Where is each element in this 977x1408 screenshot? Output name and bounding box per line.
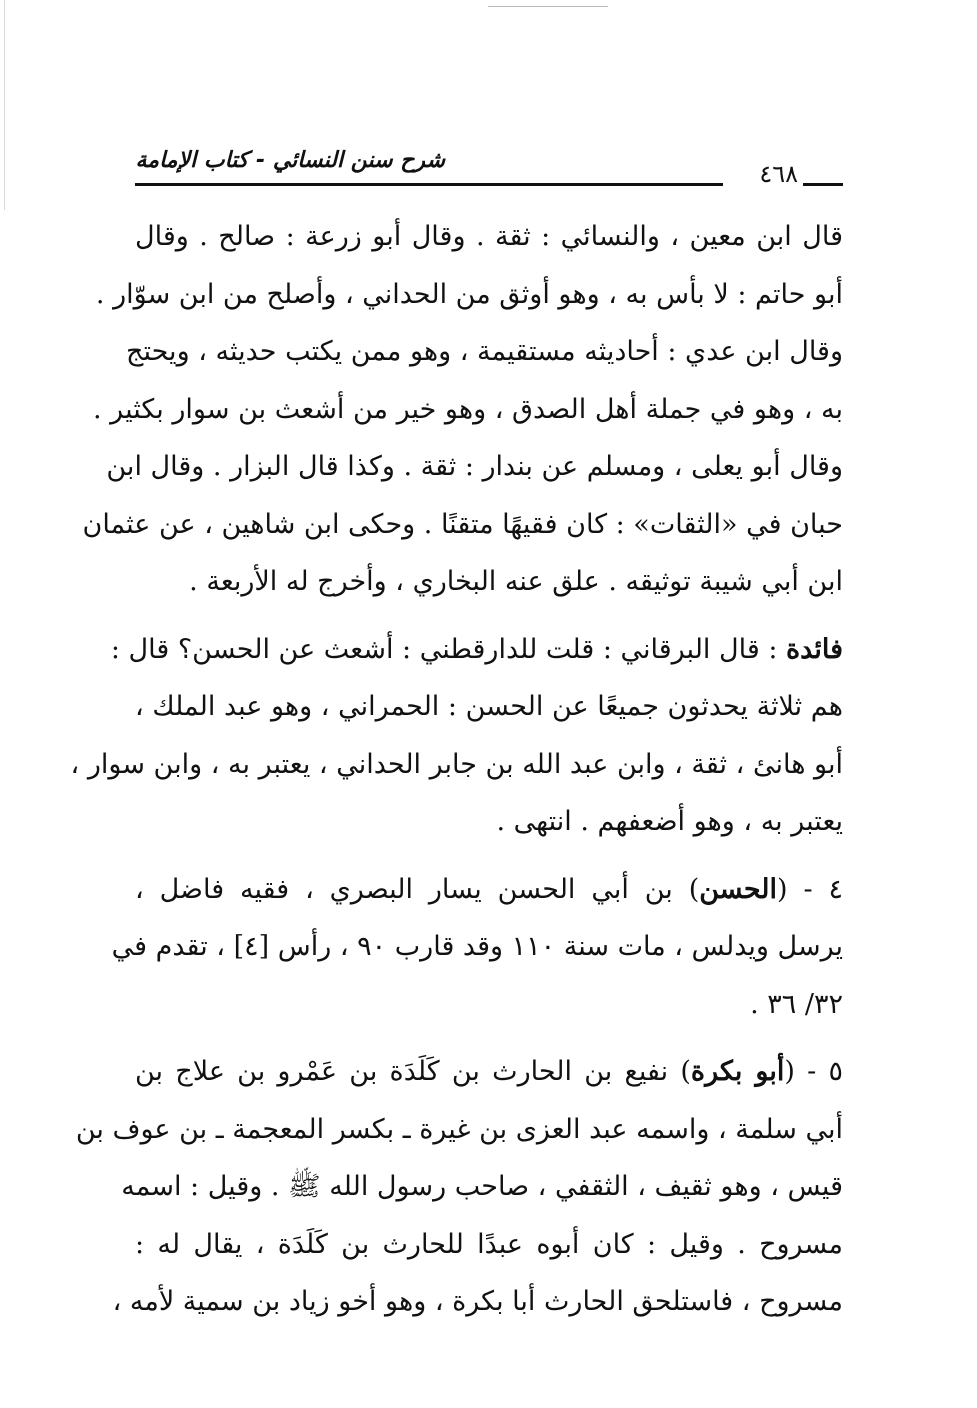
text-line: مسروح . وقيل : كان أبوه عبدًا للحارث بن كَلَدَة ، يقال له : xyxy=(135,1228,843,1260)
text-line: أبو هانئ ، ثقة ، وابن عبد الله بن جابر الحداني ، يعتبر به ، وابن سوار ، xyxy=(70,748,843,780)
text-line: يرسل ويدلس ، مات سنة ١١٠ وقد قارب ٩٠ ، رأس [٤] ، تقدم في xyxy=(111,931,843,962)
entry-name: أبو بكرة xyxy=(690,1056,785,1087)
entry-name: الحسن xyxy=(699,873,778,905)
page-number: ٤٦٨ xyxy=(759,160,798,188)
running-title: شرح سنن النسائي - كتاب الإمامة xyxy=(135,148,445,173)
text-run: : قال البرقاني : قلت للدارقطني : أشعث عن الحسن؟ قال : xyxy=(110,633,787,665)
text-line xyxy=(135,1043,843,1101)
scan-edge xyxy=(4,0,5,210)
header-rule xyxy=(135,183,723,186)
text-line: أبو حاتم : لا بأس به ، وهو أوثق من الحداني ، وأصلح من ابن سوّار . xyxy=(95,278,843,310)
text-line: يعتبر به ، وهو أضعفهم . انتهى . xyxy=(496,806,843,837)
faida-heading: فائدة xyxy=(786,633,843,665)
page-header xyxy=(135,140,843,190)
text-line xyxy=(135,861,843,919)
entry-paren: ) xyxy=(680,1056,691,1087)
text-line xyxy=(110,621,843,679)
text-line: وقال أبو يعلى ، ومسلم عن بندار : ثقة . وكذا قال البزار . وقال ابن xyxy=(106,451,843,482)
text-run: نفيع بن الحارث بن كَلَدَة بن عَمْرو بن علاج بن xyxy=(135,1056,681,1087)
paragraph-abu-bakra xyxy=(75,1043,843,1331)
text-line: وقال ابن عدي : أحاديثه مستقيمة ، وهو ممن يكتب حديثه ، ويحتج xyxy=(126,336,843,367)
entry-paren: ) xyxy=(688,873,700,905)
page-body xyxy=(70,208,843,1331)
text-line: ابن أبي شيبة توثيقه . علق عنه البخاري ، وأخرج له الأربعة . xyxy=(189,566,843,597)
text-run: بن أبي الحسن يسار البصري ، فقيه فاضل ، xyxy=(135,873,689,905)
text-line: مسروح ، فاستلحق الحارث أبا بكرة ، وهو أخو زياد بن سمية لأمه ، xyxy=(112,1286,843,1317)
scan-artifact-line xyxy=(488,6,608,7)
text-line: قال ابن معين ، والنسائي : ثقة . وقال أبو زرعة : صالح . وقال xyxy=(135,221,843,252)
text-line: به ، وهو في جملة أهل الصدق ، وهو خير من أشعث بن سوار بكثير . xyxy=(93,393,843,425)
entry-number: ٥ - ( xyxy=(784,1056,843,1087)
text-line: هم ثلاثة يحدثون جميعًا عن الحسن : الحمراني ، وهو عبد الملك ، xyxy=(135,691,843,722)
text-line: أبي سلمة ، واسمه عبد العزى بن غيرة ـ بكسر المعجمة ـ بن عوف بن xyxy=(75,1113,843,1145)
paragraph-faida xyxy=(70,621,843,851)
paragraph-narrators-assessment xyxy=(82,208,843,611)
paragraph-al-hasan xyxy=(111,861,843,1034)
header-rule-short xyxy=(803,183,843,186)
text-line: ٣٢/ ٣٦ . xyxy=(750,988,843,1020)
entry-number: ٤ - ( xyxy=(777,873,843,905)
text-line: قيس ، وهو ثقيف ، الثقفي ، صاحب رسول الله ﷺ . وقيل : اسمه xyxy=(121,1171,843,1202)
text-line: حبان في «الثقات» : كان فقيهًا متقنًا . وحكى ابن شاهين ، عن عثمان xyxy=(82,508,843,540)
